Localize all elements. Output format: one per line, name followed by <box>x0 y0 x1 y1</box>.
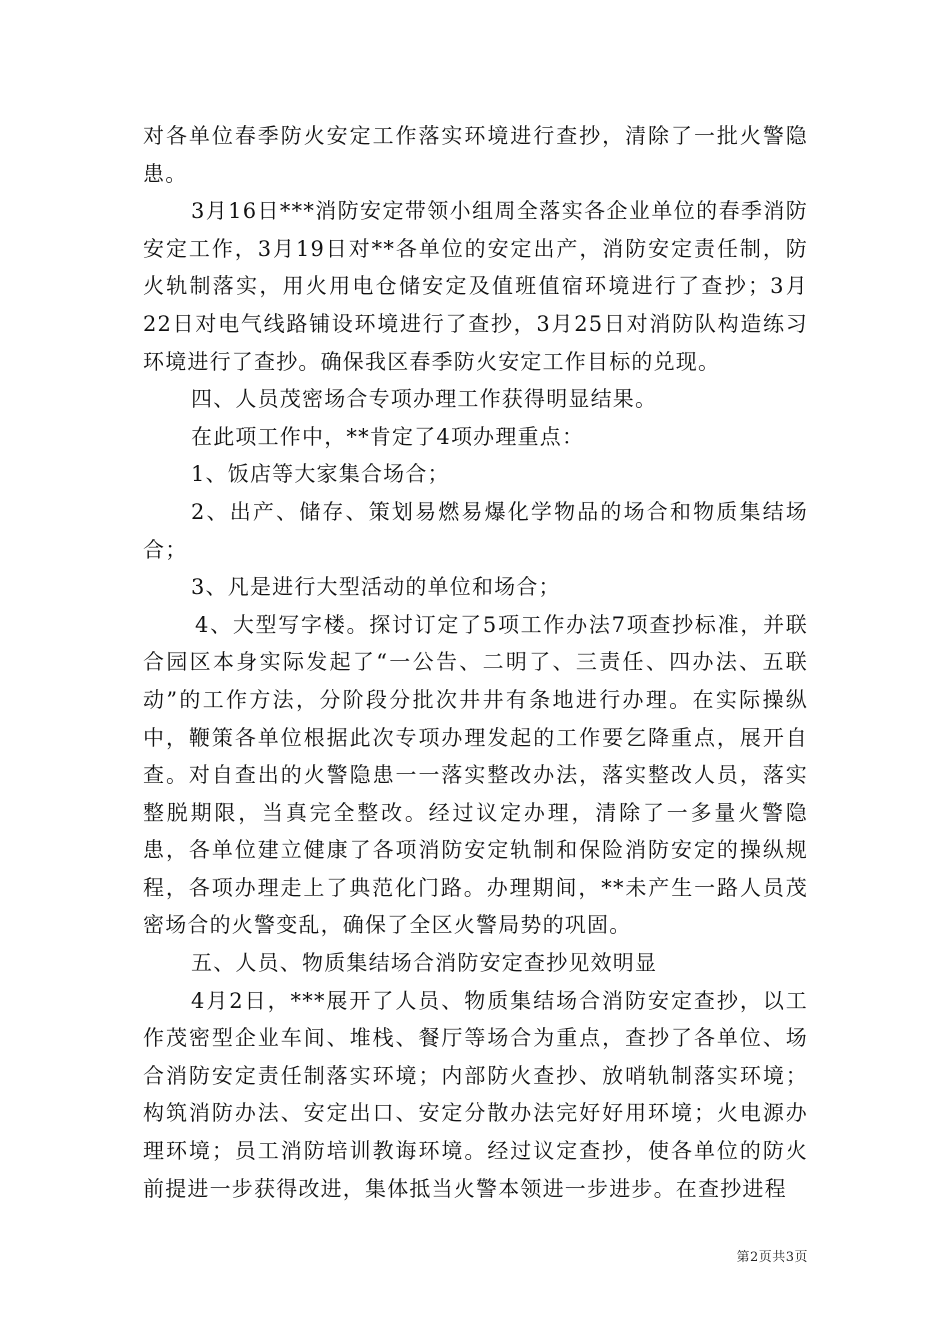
list-item-2: 2、出产、储存、策划易燃易爆化学物品的场合和物质集结场合； <box>143 499 808 562</box>
paragraph-1: 对各单位春季防火安定工作落实环境进行查抄，清除了一批火警隐患。 <box>143 124 808 186</box>
document-body <box>143 118 808 1208</box>
list-item-1: 1、饭店等大家集合场合； <box>191 462 450 487</box>
section-heading-5: 五、人员、物质集结场合消防安定查抄见效明显 <box>191 951 658 976</box>
paragraph-4: 4月2日，***展开了人员、物质集结场合消防安定查抄，以工作茂密型企业车间、堆栈、餐厅等场合为重点，查抄了各单位、场合消防安定责任制落实环境；内部防火查抄、放哨轨制落实环境；构筑消防办法、安定出口、安定分散办法完好好用环境；火电源办理环境；员工消防培训教诲环境。经过议定查抄，使各单位的防火前提进一步获得改进，集体抵当火警本领进一步进步。在查抄进程 <box>143 988 808 1201</box>
list-item-3: 3、凡是进行大型活动的单位和场合； <box>191 575 561 600</box>
list-item-4: 4、大型写字楼。探讨订定了5项工作办法7项查抄标准，并联合园区本身实际发起了“一公告、二明了、三责任、四办法、五联动”的工作方法，分阶段分批次井井有条地进行办理。在实际操纵中，鞭策各单位根据此次专项办理发起的工作要乞降重点，展开自查。对自查出的火警隐患一一落实整改办法，落实整改人员，落实整脱期限，当真完全整改。经过议定办理，清除了一多量火警隐患，各单位建立健康了各项消防安定轨制和保险消防安定的操纵规程，各项办理走上了典范化门路。办理期间，**未产生一路人员茂密场合的火警变乱，确保了全区火警局势的巩固。 <box>143 612 808 938</box>
paragraph-3: 在此项工作中，**肯定了4项办理重点： <box>191 424 585 449</box>
paragraph-2: 3月16日***消防安定带领小组周全落实各企业单位的春季消防安定工作，3月19日对**各单位的安定出产，消防安定责任制，防火轨制落实，用火用电仓储安定及值班值宿环境进行了查抄；3月22日对电气线路铺设环境进行了查抄，3月25日对消防队构造练习环境进行了查抄。确保我区春季防火安定工作目标的兑现。 <box>143 199 808 374</box>
section-heading-4: 四、人员茂密场合专项办理工作获得明显结果。 <box>191 387 658 412</box>
page-number-footer: 第2页共3页 <box>736 1250 808 1265</box>
